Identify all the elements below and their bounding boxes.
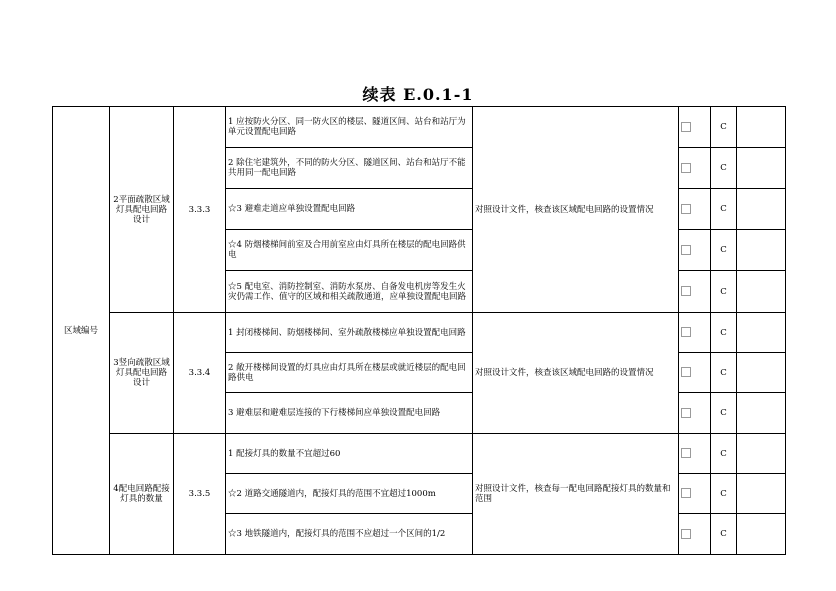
item-text: 1 封闭楼梯间、防烟楼梯间、室外疏散楼梯应单独设置配电回路 — [226, 313, 473, 353]
checkbox[interactable] — [681, 163, 691, 173]
result-value: C — [711, 313, 737, 353]
checkbox[interactable] — [681, 488, 691, 498]
inspection-table — [52, 106, 786, 555]
remark-cell[interactable] — [737, 353, 786, 393]
checkbox[interactable] — [681, 122, 691, 132]
checkbox[interactable] — [681, 448, 691, 458]
item-text: ☆3 地铁隧道内，配接灯具的范围不应超过一个区间的1/2 — [226, 514, 473, 555]
check-method: 对照设计文件，核查每一配电回路配接灯具的数量和范围 — [473, 434, 679, 555]
item-text: 3 避难层和避难层连接的下行楼梯间应单独设置配电回路 — [226, 393, 473, 434]
result-value: C — [711, 230, 737, 271]
group-name: 2平面疏散区域灯具配电回路设计 — [110, 107, 174, 313]
table-row — [53, 434, 786, 474]
result-value: C — [711, 107, 737, 148]
item-text: 2 除住宅建筑外，不同的防火分区、隧道区间、站台和站厅不能共用同一配电回路 — [226, 148, 473, 189]
check-method: 对照设计文件，核查该区域配电回路的设置情况 — [473, 313, 679, 434]
group-name: 3竖向疏散区域灯具配电回路设计 — [110, 313, 174, 434]
checkbox[interactable] — [681, 408, 691, 418]
page-title: 续表 E.0.1-1 — [362, 85, 474, 104]
checkbox[interactable] — [681, 286, 691, 296]
check-method: 对照设计文件，核查该区域配电回路的设置情况 — [473, 107, 679, 313]
item-text: 1 配接灯具的数量不宜超过60 — [226, 434, 473, 474]
result-value: C — [711, 353, 737, 393]
table-row — [53, 107, 786, 148]
result-value: C — [711, 148, 737, 189]
result-value: C — [711, 434, 737, 474]
remark-cell[interactable] — [737, 148, 786, 189]
item-text: 1 应按防火分区、同一防火区的楼层、隧道区间、站台和站厅为单元设置配电回路 — [226, 107, 473, 148]
checkbox[interactable] — [681, 204, 691, 214]
remark-cell[interactable] — [737, 474, 786, 514]
remark-cell[interactable] — [737, 271, 786, 313]
remark-cell[interactable] — [737, 107, 786, 148]
result-value: C — [711, 189, 737, 230]
item-text: ☆2 道路交通隧道内，配接灯具的范围不宜超过1000m — [226, 474, 473, 514]
checkbox[interactable] — [681, 245, 691, 255]
checkbox[interactable] — [681, 529, 691, 539]
table-row — [53, 313, 786, 353]
checkbox[interactable] — [681, 367, 691, 377]
remark-cell[interactable] — [737, 189, 786, 230]
clause-number: 3.3.5 — [174, 434, 226, 555]
result-value: C — [711, 393, 737, 434]
remark-cell[interactable] — [737, 514, 786, 555]
item-text: ☆4 防烟楼梯间前室及合用前室应由灯具所在楼层的配电回路供电 — [226, 230, 473, 271]
item-text: 2 敞开楼梯间设置的灯具应由灯具所在楼层或就近楼层的配电回路供电 — [226, 353, 473, 393]
result-value: C — [711, 271, 737, 313]
result-value: C — [711, 474, 737, 514]
region-label: 区域编号 — [53, 107, 110, 555]
item-text: ☆5 配电室、消防控制室、消防水泵房、自备发电机房等发生火灾仍需工作、值守的区域和相关疏散通道，应单独设置配电回路 — [226, 271, 473, 313]
clause-number: 3.3.3 — [174, 107, 226, 313]
remark-cell[interactable] — [737, 393, 786, 434]
remark-cell[interactable] — [737, 313, 786, 353]
checkbox[interactable] — [681, 327, 691, 337]
clause-number: 3.3.4 — [174, 313, 226, 434]
remark-cell[interactable] — [737, 230, 786, 271]
item-text: ☆3 避难走道应单独设置配电回路 — [226, 189, 473, 230]
group-name: 4配电回路配接灯具的数量 — [110, 434, 174, 555]
result-value: C — [711, 514, 737, 555]
remark-cell[interactable] — [737, 434, 786, 474]
